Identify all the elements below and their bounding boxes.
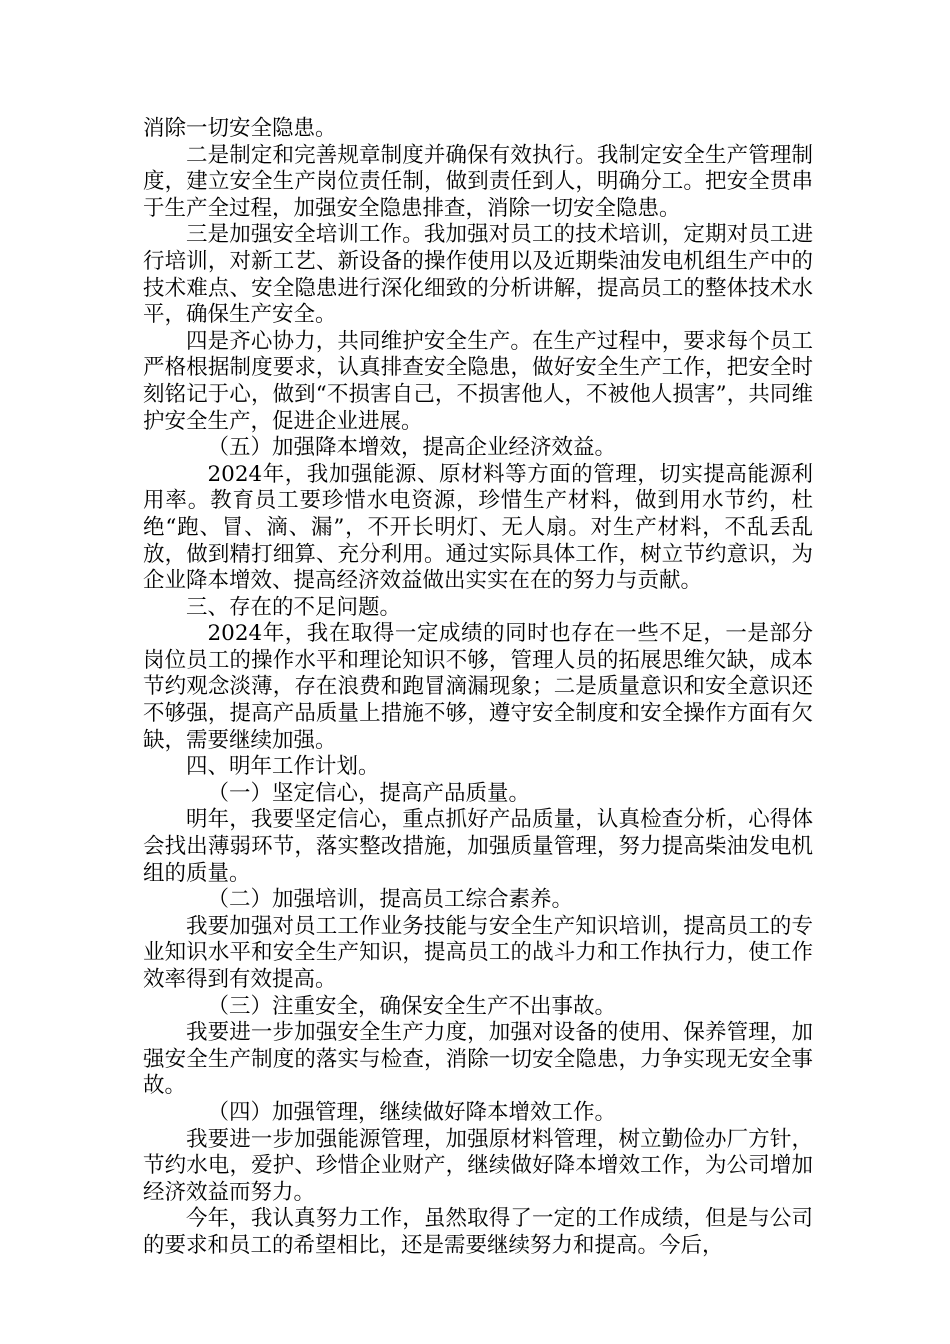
section-heading-4: 四、明年工作计划。	[186, 754, 380, 780]
paragraph-17: 我要进一步加强能源管理，加强原材料管理，树立勤俭办厂方针，节约水电，爱护、珍惜企业财产，继续做好降本增效工作，为公司增加经济效益而努力。	[143, 1126, 813, 1205]
paragraph-11: 明年，我要坚定信心，重点抓好产品质量，认真检查分析，心得体会找出薄弱环节，落实整改措施，加强质量管理，努力提高柴油发电机组的质量。	[143, 807, 813, 886]
paragraph-4: 四是齐心协力，共同维护安全生产。在生产过程中，要求每个员工严格根据制度要求，认真排查安全隐患，做好安全生产工作，把安全时刻铭记于心，做到“不损害自己，不损害他人，不被他人损害”，共同维护安全生产，促进企业进展。	[143, 328, 813, 434]
paragraph-13: 我要加强对员工工作业务技能与安全生产知识培训，提高员工的专业知识水平和安全生产知识，提高员工的战斗力和工作执行力，使工作效率得到有效提高。	[143, 913, 813, 992]
subheading-3: （三）注重安全，确保安全生产不出事故。	[207, 993, 617, 1019]
section-heading-5: （五）加强降本增效，提高企业经济效益。	[207, 435, 617, 461]
paragraph-3: 三是加强安全培训工作。我加强对员工的技术培训，定期对员工进行培训，对新工艺、新设备的操作使用以及近期柴油发电机组生产中的技术难点、安全隐患进行深化细致的分析讲解，提高员工的整体技术水平，确保生产安全。	[143, 222, 813, 328]
document-body	[143, 116, 813, 1260]
paragraph-2: 二是制定和完善规章制度并确保有效执行。我制定安全生产管理制度，建立安全生产岗位责任制，做到责任到人，明确分工。把安全贯串于生产全过程，加强安全隐患排查，消除一切安全隐患。	[143, 142, 813, 221]
paragraph-8: 2024年，我在取得一定成绩的同时也存在一些不足，一是部分岗位员工的操作水平和理论知识不够，管理人员的拓展思维欠缺，成本节约观念淡薄，存在浪费和跑冒滴漏现象；二是质量意识和安全意识还不够强，提高产品质量上措施不够，遵守安全制度和安全操作方面有欠缺，需要继续加强。	[143, 621, 813, 753]
subheading-4: （四）加强管理，继续做好降本增效工作。	[207, 1099, 617, 1125]
paragraph-15: 我要进一步加强安全生产力度，加强对设备的使用、保养管理，加强安全生产制度的落实与检查，消除一切安全隐患，力争实现无安全事故。	[143, 1020, 813, 1099]
subheading-1: （一）坚定信心，提高产品质量。	[207, 780, 531, 806]
paragraph-6: 2024年，我加强能源、原材料等方面的管理，切实提高能源利用率。教育员工要珍惜水电资源，珍惜生产材料，做到用水节约，杜绝“跑、冒、滴、漏”，不开长明灯、无人扇。对生产材料，不乱丢乱放，做到精打细算、充分利用。通过实际具体工作，树立节约意识，为企业降本增效、提高经济效益做出实实在在的努力与贡献。	[143, 461, 813, 594]
paragraph-18: 今年，我认真努力工作，虽然取得了一定的工作成绩，但是与公司的要求和员工的希望相比，还是需要继续努力和提高。今后，	[143, 1206, 813, 1258]
paragraph-1: 消除一切安全隐患。	[143, 116, 337, 141]
section-heading-3: 三、存在的不足问题。	[186, 594, 402, 620]
subheading-2: （二）加强培训，提高员工综合素养。	[207, 887, 574, 913]
